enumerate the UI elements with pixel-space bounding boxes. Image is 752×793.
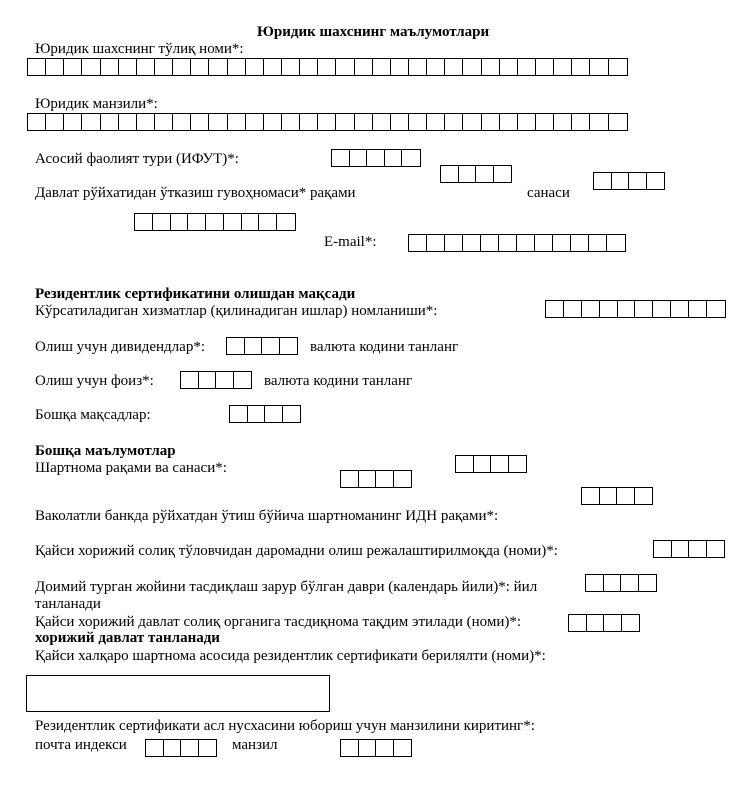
char-cell[interactable] [589,235,607,251]
other-purposes-label: Бошқа мақсадлар: [35,407,151,423]
char-cell[interactable] [536,114,554,130]
char-cell[interactable] [228,114,246,130]
char-cell[interactable] [518,59,536,75]
email-field[interactable] [408,234,626,252]
period-year-field[interactable] [585,574,657,592]
char-cell[interactable] [359,740,377,756]
char-cell[interactable] [173,59,191,75]
legal-name-label: Юридик шахснинг тўлиқ номи*: [35,41,244,57]
char-cell[interactable] [441,166,459,182]
char-cell[interactable] [590,59,608,75]
char-cell[interactable] [265,406,283,422]
char-cell[interactable] [618,301,636,317]
char-cell[interactable] [609,114,627,130]
postal-code-field[interactable] [145,739,217,757]
registration-label: Давлат рўйхатидан ўтказиш гувоҳномаси* рақами [35,185,356,201]
char-cell[interactable] [609,59,627,75]
char-cell[interactable] [277,214,295,230]
char-cell[interactable] [234,372,252,388]
bank-contract-label: Ваколатли банкда рўйхатдан ўтиш бўйича шартноманинг ИДН рақами*: [35,508,499,524]
char-cell[interactable] [427,59,445,75]
char-cell[interactable] [409,114,427,130]
char-cell[interactable] [199,372,217,388]
char-cell[interactable] [518,114,536,130]
legal-address-field[interactable] [27,113,628,131]
interest-currency-label: валюта кодини танланг [264,373,413,389]
char-cell[interactable] [463,59,481,75]
char-cell[interactable] [242,214,260,230]
char-cell[interactable] [228,59,246,75]
char-cell[interactable] [181,372,199,388]
mailing-address-label: Резидентлик сертификати асл нусхасини юбориш учун манзилини киритинг*: [35,718,535,734]
char-cell[interactable] [409,235,427,251]
char-cell[interactable] [427,235,445,251]
char-cell[interactable] [707,301,725,317]
char-cell[interactable] [445,235,463,251]
contract-label: Шартнома рақами ва санаси*: [35,460,227,476]
char-cell[interactable] [621,575,639,591]
char-cell[interactable] [318,59,336,75]
char-cell[interactable] [350,150,368,166]
char-cell[interactable] [64,59,82,75]
char-cell[interactable] [445,114,463,130]
char-cell[interactable] [569,615,587,631]
char-cell[interactable] [572,59,590,75]
char-cell[interactable] [155,114,173,130]
char-cell[interactable] [119,59,137,75]
activity-label: Асосий фаолият тури (ИФУТ)*: [35,151,239,167]
dividends-label: Олиш учун дивидендлар*: [35,339,205,355]
char-cell[interactable] [607,235,625,251]
char-cell[interactable] [499,235,517,251]
treaty-textbox[interactable] [26,675,330,712]
char-cell[interactable] [171,214,189,230]
char-cell[interactable] [188,214,206,230]
char-cell[interactable] [600,488,618,504]
char-cell[interactable] [264,114,282,130]
char-cell[interactable] [246,114,264,130]
authority-country-field[interactable] [568,614,640,632]
dividends-field[interactable] [226,337,298,355]
char-cell[interactable] [463,235,481,251]
char-cell[interactable] [546,301,564,317]
legal-name-field[interactable] [27,58,628,76]
char-cell[interactable] [246,59,264,75]
char-cell[interactable] [689,541,707,557]
char-cell[interactable] [582,488,600,504]
registration-date-label: санаси [527,185,570,201]
contract-number-field[interactable] [455,455,527,473]
char-cell[interactable] [282,114,300,130]
other-purposes-field[interactable] [229,405,301,423]
char-cell[interactable] [199,740,217,756]
char-cell[interactable] [553,235,571,251]
char-cell[interactable] [101,59,119,75]
interest-label: Олиш учун фоиз*: [35,373,154,389]
char-cell[interactable] [264,59,282,75]
char-cell[interactable] [318,114,336,130]
char-cell[interactable] [672,541,690,557]
char-cell[interactable] [46,114,64,130]
taxpayer-label: Қайси хорижий солиқ тўловчидан даромадни олиш режалаштирилмоқда (номи)*: [35,543,558,559]
contract-date-field[interactable] [340,470,412,488]
char-cell[interactable] [536,59,554,75]
char-cell[interactable] [137,59,155,75]
char-cell[interactable] [359,471,377,487]
char-cell[interactable] [456,456,474,472]
char-cell[interactable] [373,114,391,130]
char-cell[interactable] [385,150,403,166]
char-cell[interactable] [341,740,359,756]
char-cell[interactable] [46,59,64,75]
char-cell[interactable] [135,214,153,230]
char-cell[interactable] [181,740,199,756]
char-cell[interactable] [224,214,242,230]
char-cell[interactable] [82,114,100,130]
char-cell[interactable] [476,166,494,182]
char-cell[interactable] [332,150,350,166]
taxpayer-field[interactable] [653,540,725,558]
char-cell[interactable] [494,166,512,182]
char-cell[interactable] [227,338,245,354]
char-cell[interactable] [459,166,477,182]
char-cell[interactable] [647,173,665,189]
char-cell[interactable] [283,406,301,422]
char-cell[interactable] [629,173,647,189]
char-cell[interactable] [137,114,155,130]
char-cell[interactable] [262,338,280,354]
char-cell[interactable] [394,471,412,487]
char-cell[interactable] [155,59,173,75]
purpose-heading: Резидентлик сертификатини олишдан мақсади [35,286,356,302]
char-cell[interactable] [355,59,373,75]
char-cell[interactable] [564,301,582,317]
char-cell[interactable] [402,150,420,166]
char-cell[interactable] [191,59,209,75]
char-cell[interactable] [245,338,263,354]
char-cell[interactable] [554,114,572,130]
address-label: манзил [232,737,278,753]
legal-address-label: Юридик манзили*: [35,96,158,112]
char-cell[interactable] [590,114,608,130]
char-cell[interactable] [463,114,481,130]
char-cell[interactable] [517,235,535,251]
period-label-2: танланади [35,596,101,612]
char-cell[interactable] [146,740,164,756]
char-cell[interactable] [341,471,359,487]
postal-code-label: почта индекси [35,737,127,753]
char-cell[interactable] [300,59,318,75]
char-cell[interactable] [481,235,499,251]
char-cell[interactable] [119,114,137,130]
char-cell[interactable] [376,740,394,756]
email-label: E-mail*: [324,234,377,250]
char-cell[interactable] [300,114,318,130]
char-cell[interactable] [612,173,630,189]
dividends-currency-label: валюта кодини танланг [310,339,459,355]
other-info-heading: Бошқа маълумотлар [35,443,176,459]
activity-code-field[interactable] [331,149,421,167]
interest-field[interactable] [180,371,252,389]
registration-extra-field[interactable] [134,213,296,231]
char-cell[interactable] [622,615,640,631]
char-cell[interactable] [617,488,635,504]
authority-label-2: хорижий давлат танланади [35,630,220,646]
char-cell[interactable] [173,114,191,130]
char-cell[interactable] [571,235,589,251]
char-cell[interactable] [586,575,604,591]
char-cell[interactable] [282,59,300,75]
char-cell[interactable] [707,541,725,557]
char-cell[interactable] [28,59,46,75]
contract-extra-field[interactable] [581,487,653,505]
char-cell[interactable] [635,301,653,317]
char-cell[interactable] [572,114,590,130]
char-cell[interactable] [482,114,500,130]
char-cell[interactable] [671,301,689,317]
char-cell[interactable] [600,301,618,317]
char-cell[interactable] [280,338,298,354]
services-label: Кўрсатиладиган хизматлар (қилинадиган ишлар) номланиши*: [35,303,438,319]
char-cell[interactable] [153,214,171,230]
char-cell[interactable] [230,406,248,422]
char-cell[interactable] [500,114,518,130]
treaty-label: Қайси халқаро шартнома асосида резидентлик сертификати берилялти (номи)*: [35,648,546,664]
registration-date-field[interactable] [593,172,665,190]
char-cell[interactable] [164,740,182,756]
services-field[interactable] [545,300,726,318]
authority-label: Қайси хорижий давлат солиқ органига тасдиқнома тақдим этилади (номи)*: [35,614,522,630]
char-cell[interactable] [206,214,224,230]
char-cell[interactable] [445,59,463,75]
char-cell[interactable] [209,59,227,75]
char-cell[interactable] [376,471,394,487]
char-cell[interactable] [28,114,46,130]
char-cell[interactable] [82,59,100,75]
char-cell[interactable] [635,488,653,504]
char-cell[interactable] [355,114,373,130]
char-cell[interactable] [500,59,518,75]
char-cell[interactable] [535,235,553,251]
char-cell[interactable] [653,301,671,317]
mailing-address-field[interactable] [340,739,412,757]
char-cell[interactable] [604,615,622,631]
char-cell[interactable] [216,372,234,388]
char-cell[interactable] [594,173,612,189]
char-cell[interactable] [587,615,605,631]
char-cell[interactable] [373,59,391,75]
form-title: Юридик шахснинг маълумотлари [257,24,490,40]
char-cell[interactable] [391,114,409,130]
char-cell[interactable] [482,59,500,75]
char-cell[interactable] [209,114,227,130]
char-cell[interactable] [554,59,572,75]
char-cell[interactable] [248,406,266,422]
char-cell[interactable] [191,114,209,130]
char-cell[interactable] [639,575,657,591]
period-label: Доимий турган жойини тасдиқлаш зарур бўлган даври (календарь йили)*: йил [35,579,538,595]
char-cell[interactable] [259,214,277,230]
char-cell[interactable] [336,114,354,130]
char-cell[interactable] [491,456,509,472]
char-cell[interactable] [64,114,82,130]
char-cell[interactable] [409,59,427,75]
char-cell[interactable] [689,301,707,317]
char-cell[interactable] [654,541,672,557]
char-cell[interactable] [101,114,119,130]
char-cell[interactable] [394,740,412,756]
char-cell[interactable] [604,575,622,591]
registration-number-field[interactable] [440,165,512,183]
char-cell[interactable] [582,301,600,317]
char-cell[interactable] [474,456,492,472]
char-cell[interactable] [391,59,409,75]
char-cell[interactable] [509,456,527,472]
char-cell[interactable] [336,59,354,75]
char-cell[interactable] [427,114,445,130]
char-cell[interactable] [367,150,385,166]
